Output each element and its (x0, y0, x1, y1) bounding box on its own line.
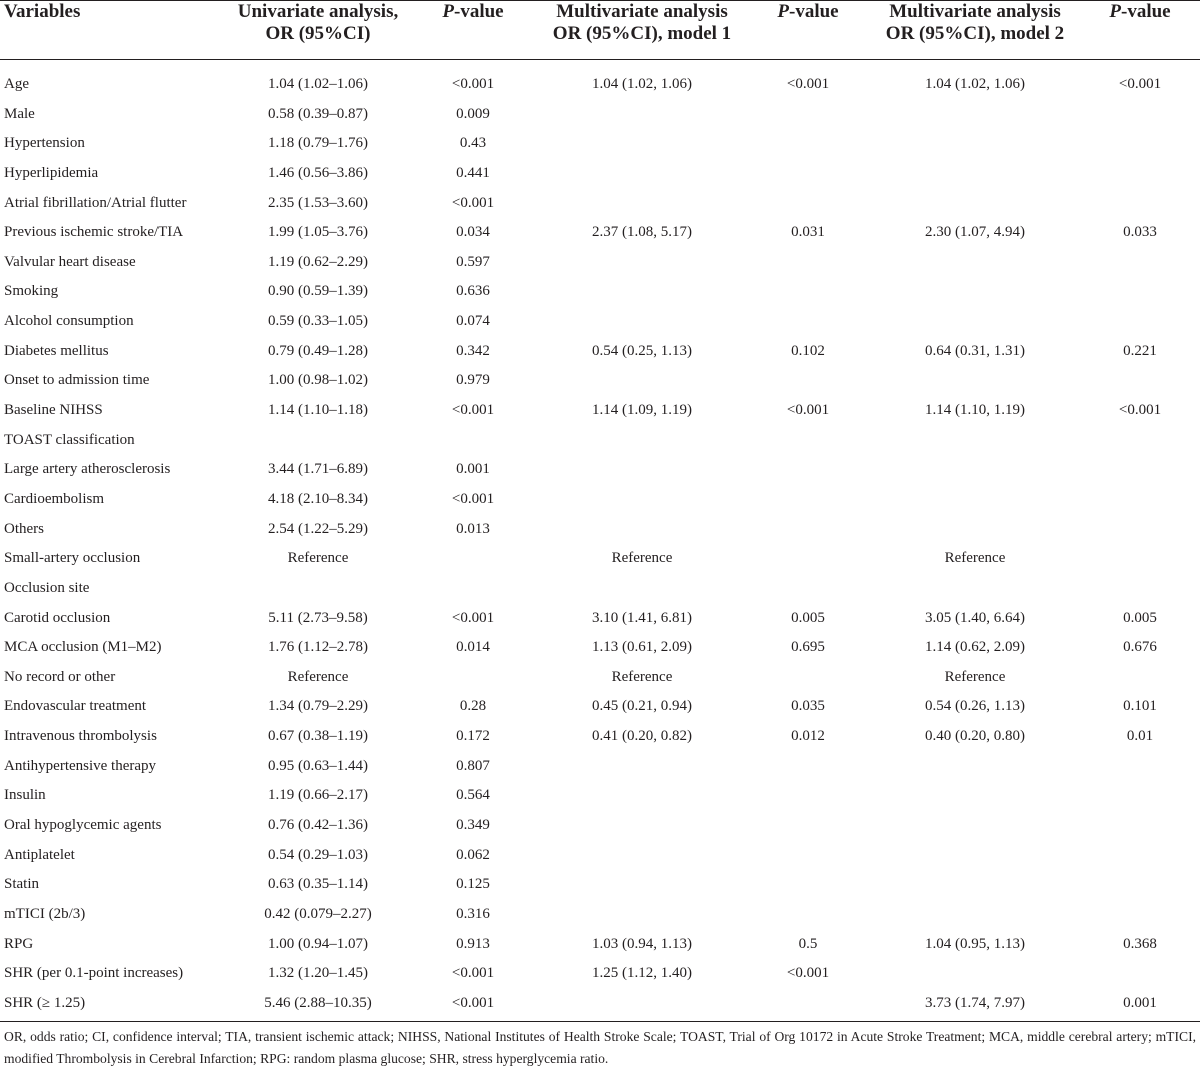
variable-cell: RPG (4, 935, 34, 952)
univariate-or-cell: Reference (287, 668, 349, 685)
table-row (0, 336, 1200, 366)
univariate-p-cell: <0.001 (451, 965, 495, 982)
table-row (0, 365, 1200, 395)
table-row (0, 543, 1200, 573)
univariate-or-cell: 3.44 (1.71–6.89) (268, 461, 368, 478)
variable-cell: Occlusion site (4, 579, 90, 596)
univariate-p-cell: 0.636 (456, 283, 490, 300)
univariate-p-cell: 0.28 (459, 698, 487, 715)
table-row (0, 276, 1200, 306)
header-model1-line1: Multivariate analysis (556, 1, 728, 22)
model2-p-cell: <0.001 (1118, 402, 1162, 419)
univariate-p-cell: <0.001 (451, 609, 495, 626)
univariate-or-cell: 1.19 (0.66–2.17) (268, 787, 368, 804)
univariate-or-cell: 5.46 (2.88–10.35) (264, 994, 372, 1011)
variable-cell: Hyperlipidemia (4, 164, 99, 181)
model1-p-cell: 0.012 (791, 728, 825, 745)
model2-p-cell: 0.101 (1123, 698, 1157, 715)
table-row (0, 158, 1200, 188)
variable-cell: TOAST classification (4, 431, 135, 448)
header-model2-line1: Multivariate analysis (889, 1, 1061, 22)
model1-p-cell: 0.5 (798, 935, 818, 952)
model2-or-cell: Reference (944, 550, 1006, 567)
model1-p-cell: <0.001 (786, 402, 830, 419)
table-row (0, 780, 1200, 810)
header-model2-line2: OR (95%CI), model 2 (885, 23, 1065, 44)
univariate-or-cell: 0.54 (0.29–1.03) (268, 846, 368, 863)
univariate-p-cell: 0.564 (456, 787, 490, 804)
variable-cell: Others (4, 520, 44, 537)
model2-p-cell: 0.676 (1123, 639, 1157, 656)
variable-cell: Carotid occlusion (4, 609, 111, 626)
variable-cell: Atrial fibrillation/Atrial flutter (4, 194, 187, 211)
model1-or-cell: 2.37 (1.08, 5.17) (592, 224, 692, 241)
table-row (0, 69, 1200, 99)
univariate-p-cell: 0.001 (456, 461, 490, 478)
variable-cell: Previous ischemic stroke/TIA (4, 224, 184, 241)
header-model1-line2: OR (95%CI), model 1 (552, 23, 732, 44)
model1-p-cell: 0.102 (791, 342, 825, 359)
variable-cell: Valvular heart disease (4, 253, 136, 270)
model1-or-cell: 0.54 (0.25, 1.13) (592, 342, 692, 359)
model1-or-cell: Reference (611, 668, 673, 685)
model1-or-cell: 1.25 (1.12, 1.40) (592, 965, 692, 982)
univariate-or-cell: 1.99 (1.05–3.76) (268, 224, 368, 241)
table-row (0, 721, 1200, 751)
table-row (0, 751, 1200, 781)
univariate-p-cell: 0.172 (456, 728, 490, 745)
variable-cell: Hypertension (4, 135, 85, 152)
table-bottom-rule (0, 1021, 1200, 1022)
model1-p-cell: <0.001 (786, 965, 830, 982)
univariate-or-cell: 0.42 (0.079–2.27) (264, 905, 372, 922)
header-pvalue-3: P-value (1109, 1, 1171, 22)
univariate-or-cell: 1.46 (0.56–3.86) (268, 164, 368, 181)
univariate-or-cell: 4.18 (2.10–8.34) (268, 490, 368, 507)
univariate-or-cell: 1.00 (0.94–1.07) (268, 935, 368, 952)
header-rule (0, 59, 1200, 60)
univariate-p-cell: 0.009 (456, 105, 490, 122)
model1-or-cell: 1.14 (1.09, 1.19) (592, 402, 692, 419)
variable-cell: Smoking (4, 283, 59, 300)
univariate-p-cell: <0.001 (451, 490, 495, 507)
univariate-or-cell: 0.58 (0.39–0.87) (268, 105, 368, 122)
model2-or-cell: 1.14 (1.10, 1.19) (925, 402, 1025, 419)
model1-or-cell: 0.45 (0.21, 0.94) (592, 698, 692, 715)
variable-cell: mTICI (2b/3) (4, 905, 86, 922)
model2-p-cell: 0.368 (1123, 935, 1157, 952)
variable-cell: Large artery atherosclerosis (4, 461, 171, 478)
table-row (0, 247, 1200, 277)
univariate-or-cell: 0.95 (0.63–1.44) (268, 757, 368, 774)
model2-or-cell: 0.54 (0.26, 1.13) (925, 698, 1025, 715)
model2-or-cell: 3.05 (1.40, 6.64) (925, 609, 1025, 626)
table-row (0, 691, 1200, 721)
model2-p-cell: 0.01 (1126, 728, 1154, 745)
table-row (0, 662, 1200, 692)
variable-cell: Age (4, 76, 29, 92)
univariate-or-cell: 1.19 (0.62–2.29) (268, 253, 368, 270)
model2-or-cell: 1.04 (0.95, 1.13) (925, 935, 1025, 952)
univariate-or-cell: 0.63 (0.35–1.14) (268, 876, 368, 893)
univariate-or-cell: 2.35 (1.53–3.60) (268, 194, 368, 211)
model2-p-cell: 0.001 (1123, 994, 1157, 1011)
variable-cell: No record or other (4, 668, 116, 685)
univariate-or-cell: 1.04 (1.02–1.06) (268, 76, 368, 92)
univariate-or-cell: 0.79 (0.49–1.28) (268, 342, 368, 359)
table-row (0, 899, 1200, 929)
model2-or-cell: 2.30 (1.07, 4.94) (925, 224, 1025, 241)
table-row (0, 929, 1200, 959)
table-row (0, 395, 1200, 425)
table-row (0, 99, 1200, 129)
model2-or-cell: 0.64 (0.31, 1.31) (925, 342, 1025, 359)
table-row (0, 306, 1200, 336)
model2-or-cell: 1.14 (0.62, 2.09) (925, 639, 1025, 656)
univariate-or-cell: 2.54 (1.22–5.29) (268, 520, 368, 537)
header-variables: Variables (4, 1, 81, 22)
variable-cell: Statin (4, 876, 40, 893)
model1-or-cell: Reference (611, 550, 673, 567)
variable-cell: Onset to admission time (4, 372, 150, 389)
univariate-p-cell: 0.074 (456, 313, 490, 330)
header-multivariate-model2 (862, 1, 1088, 45)
header-univariate-line1: Univariate analysis, (237, 1, 399, 22)
univariate-p-cell: 0.062 (456, 846, 490, 863)
header-pvalue-1: P-value (442, 1, 504, 22)
model1-or-cell: 3.10 (1.41, 6.81) (592, 609, 692, 626)
model2-or-cell: 1.04 (1.02, 1.06) (925, 76, 1025, 92)
univariate-or-cell: 1.32 (1.20–1.45) (268, 965, 368, 982)
model1-p-cell: 0.695 (791, 639, 825, 656)
univariate-p-cell: <0.001 (451, 402, 495, 419)
header-pvalue-2: P-value (777, 1, 839, 22)
table-row (0, 988, 1200, 1018)
univariate-or-cell: 0.59 (0.33–1.05) (268, 313, 368, 330)
univariate-p-cell: 0.441 (456, 164, 490, 181)
table-row (0, 425, 1200, 455)
variable-cell: Male (4, 105, 35, 122)
table-row (0, 514, 1200, 544)
univariate-p-cell: 0.034 (456, 224, 490, 241)
univariate-or-cell: 0.67 (0.38–1.19) (268, 728, 368, 745)
model2-or-cell: 3.73 (1.74, 7.97) (925, 994, 1025, 1011)
univariate-or-cell: 1.18 (0.79–1.76) (268, 135, 368, 152)
header-multivariate-model1 (532, 1, 752, 45)
univariate-or-cell: 1.00 (0.98–1.02) (268, 372, 368, 389)
model2-p-cell: 0.033 (1123, 224, 1157, 241)
table-row (0, 958, 1200, 988)
univariate-p-cell: <0.001 (451, 76, 495, 92)
variable-cell: Endovascular treatment (4, 698, 147, 715)
model1-or-cell: 0.41 (0.20, 0.82) (592, 728, 692, 745)
model1-or-cell: 1.03 (0.94, 1.13) (592, 935, 692, 952)
model1-p-cell: 0.035 (791, 698, 825, 715)
table-row (0, 128, 1200, 158)
table-row (0, 603, 1200, 633)
variable-cell: SHR (≥ 1.25) (4, 994, 86, 1011)
univariate-or-cell: 1.76 (1.12–2.78) (268, 639, 368, 656)
model2-p-cell: 0.221 (1123, 342, 1157, 359)
header-univariate-line2: OR (95%CI) (265, 23, 371, 44)
model1-p-cell: 0.031 (791, 224, 825, 241)
model1-p-cell: 0.005 (791, 609, 825, 626)
univariate-p-cell: 0.013 (456, 520, 490, 537)
variable-cell: Oral hypoglycemic agents (4, 817, 162, 833)
table-row (0, 810, 1200, 840)
univariate-p-cell: 0.597 (456, 253, 490, 270)
model1-or-cell: 1.04 (1.02, 1.06) (592, 76, 692, 92)
variable-cell: MCA occlusion (M1–M2) (4, 639, 162, 656)
univariate-or-cell: 1.34 (0.79–2.29) (268, 698, 368, 715)
table-footnote: OR, odds ratio; CI, confidence interval; TIA, transient ischemic attack; NIHSS, National Institutes of Health Stroke Scale; TOAST, Trial of Org 10172 in Acute Stroke Treatment; MCA, middle cerebral artery; mTICI, modified Thrombolysis in Cerebral Infarction; RPG: random plasma glucose; SHR, stress hyperglycemia ratio. (4, 1029, 1196, 1066)
table-row (0, 454, 1200, 484)
univariate-p-cell: 0.43 (459, 135, 487, 152)
variable-cell: Insulin (4, 787, 46, 804)
univariate-p-cell: 0.979 (456, 372, 490, 389)
variable-cell: SHR (per 0.1-point increases) (4, 965, 184, 982)
table-row (0, 217, 1200, 247)
univariate-p-cell: 0.349 (456, 817, 490, 833)
table-row (0, 869, 1200, 899)
table-row (0, 632, 1200, 662)
univariate-or-cell: 0.76 (0.42–1.36) (268, 817, 368, 833)
univariate-p-cell: 0.913 (456, 935, 490, 952)
univariate-p-cell: <0.001 (451, 194, 495, 211)
univariate-p-cell: <0.001 (451, 994, 495, 1011)
variable-cell: Intravenous thrombolysis (4, 728, 157, 745)
variable-cell: Cardioembolism (4, 490, 104, 507)
univariate-p-cell: 0.014 (456, 639, 490, 656)
table-row (0, 484, 1200, 514)
model2-or-cell: Reference (944, 668, 1006, 685)
univariate-p-cell: 0.316 (456, 905, 490, 922)
table-row (0, 840, 1200, 870)
variable-cell: Antiplatelet (4, 846, 75, 863)
univariate-p-cell: 0.807 (456, 757, 490, 774)
univariate-p-cell: 0.342 (456, 342, 490, 359)
univariate-or-cell: 5.11 (2.73–9.58) (268, 609, 368, 626)
univariate-or-cell: Reference (287, 550, 349, 567)
model2-or-cell: 0.40 (0.20, 0.80) (925, 728, 1025, 745)
model2-p-cell: <0.001 (1118, 76, 1162, 92)
variable-cell: Diabetes mellitus (4, 342, 109, 359)
univariate-or-cell: 1.14 (1.10–1.18) (268, 402, 368, 419)
variable-cell: Alcohol consumption (4, 313, 134, 330)
variable-cell: Antihypertensive therapy (4, 757, 157, 774)
variable-cell: Small-artery occlusion (4, 550, 141, 567)
variable-cell: Baseline NIHSS (4, 402, 103, 419)
model1-or-cell: 1.13 (0.61, 2.09) (592, 639, 692, 656)
model1-p-cell: <0.001 (786, 76, 830, 92)
table-row (0, 188, 1200, 218)
univariate-p-cell: 0.125 (456, 876, 490, 893)
header-univariate (218, 1, 418, 45)
model2-p-cell: 0.005 (1123, 609, 1157, 626)
univariate-or-cell: 0.90 (0.59–1.39) (268, 283, 368, 300)
table-row (0, 573, 1200, 603)
